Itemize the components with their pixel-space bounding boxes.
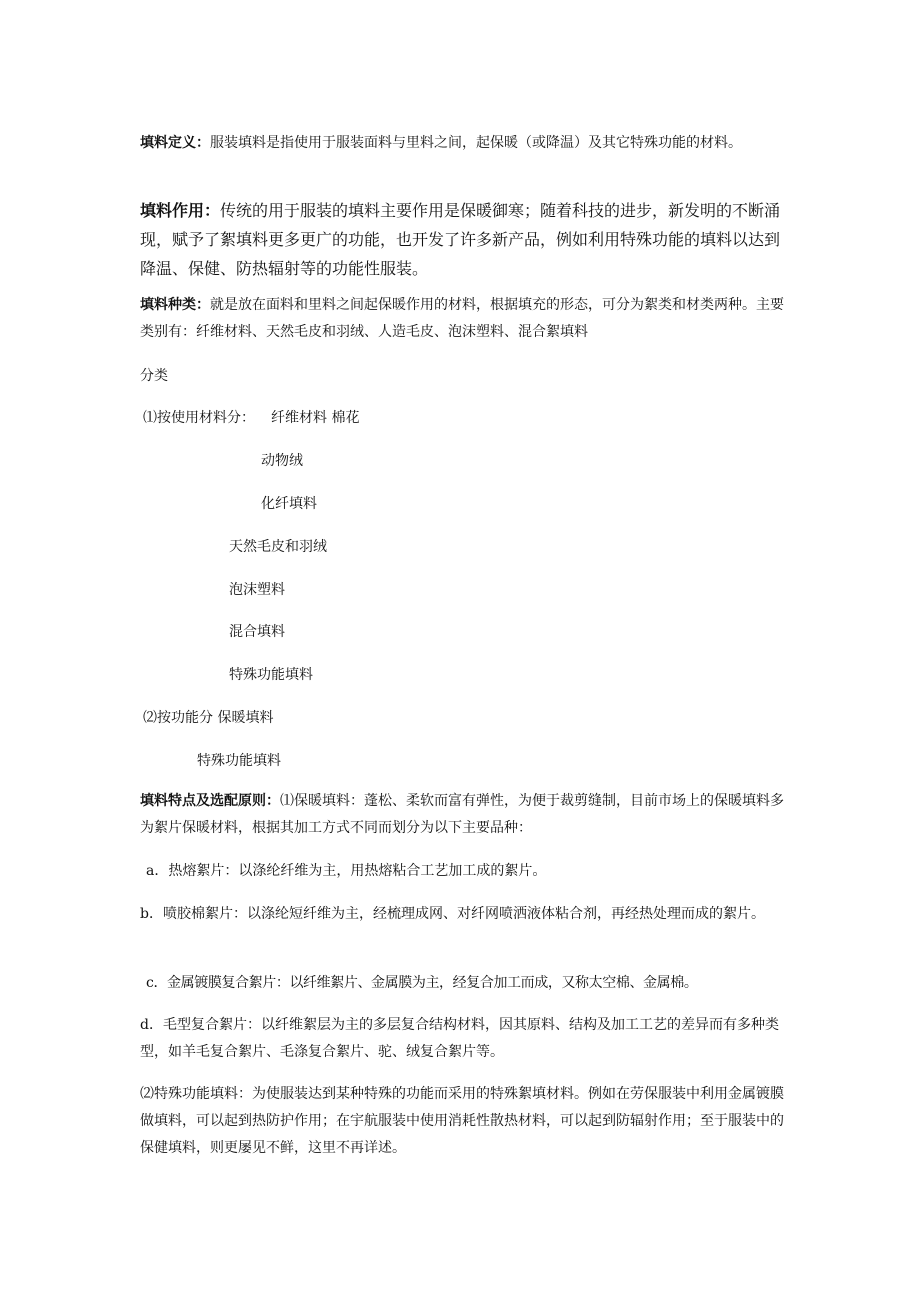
types-paragraph — [140, 292, 786, 346]
definition-text: 服装填料是指使用于服装面料与里料之间，起保暖（或降温）及其它特殊功能的材料。 — [210, 135, 742, 151]
item-a: a．热熔絮片：以涤纶纤维为主，用热熔粘合工艺加工成的絮片。 — [146, 863, 547, 879]
by-material-label: ⑴按使用材料分： — [143, 410, 255, 426]
features-text: ⑴保暖填料：蓬松、柔软而富有弹性，为便于裁剪缝制，目前市场上的保暖填料多为絮片保暖材料，根据其加工方式不同而划分为以下主要品种： — [140, 793, 784, 836]
types-text: 就是放在面料和里料之间起保暖作用的材料，根据填充的形态，可分为絮类和材类两种。主要类别有：纤维材料、天然毛皮和羽绒、人造毛皮、泡沫塑料、混合絮填料 — [140, 297, 784, 340]
by-material-line — [143, 408, 359, 428]
definition-heading: 填料定义： — [140, 135, 210, 151]
by-material-first: 纤维材料 棉花 — [271, 410, 360, 426]
material-sub-item: 动物绒 — [261, 453, 303, 469]
features-heading: 填料特点及选配原则： — [140, 793, 280, 809]
function-text: 传统的用于服装的填料主要作用是保暖御寒；随着科技的进步，新发明的不断涌现，赋予了絮填料更多更广的功能，也开发了许多新产品，例如利用特殊功能的填料以达到降温、保健、防热辐射等的功能性服装。 — [140, 201, 781, 278]
by-function-line: ⑵按功能分 保暖填料 — [143, 710, 274, 726]
material-other-item: 泡沫塑料 — [229, 582, 285, 598]
item-c: c．金属镀膜复合絮片：以纤维絮片、金属膜为主，经复合加工而成，又称太空棉、金属棉。 — [146, 975, 698, 991]
definition-paragraph — [140, 130, 786, 157]
material-sub-item: 化纤填料 — [261, 496, 317, 512]
material-other-item: 特殊功能填料 — [229, 667, 313, 683]
function-paragraph — [140, 196, 786, 283]
by-function-second: 特殊功能填料 — [197, 753, 281, 769]
material-other-item: 天然毛皮和羽绒 — [229, 539, 327, 555]
item-d: d．毛型复合絮片：以纤维絮层为主的多层复合结构材料，因其原料、结构及加工工艺的差异而有多种类型，如羊毛复合絮片、毛涤复合絮片、驼、绒复合絮片等。 — [140, 1017, 779, 1060]
item-b: b．喷胶棉絮片：以涤纶短纤维为主，经梳理成网、对纤网喷洒液体粘合剂，再经热处理而成的絮片。 — [140, 906, 765, 922]
features-paragraph — [140, 788, 786, 842]
special-paragraph: ⑵特殊功能填料：为使服装达到某种特殊的功能而采用的特殊絮填材料。例如在劳保服装中利用金属镀膜做填料，可以起到热防护作用；在宇航服装中使用消耗性散热材料，可以起到防辐射作用；至于服装中的保健填料，则更屡见不鲜，这里不再详述。 — [140, 1086, 784, 1156]
types-heading: 填料种类： — [140, 297, 210, 313]
classification-title: 分类 — [140, 368, 168, 384]
function-heading: 填料作用： — [140, 201, 221, 220]
material-other-item: 混合填料 — [229, 624, 285, 640]
